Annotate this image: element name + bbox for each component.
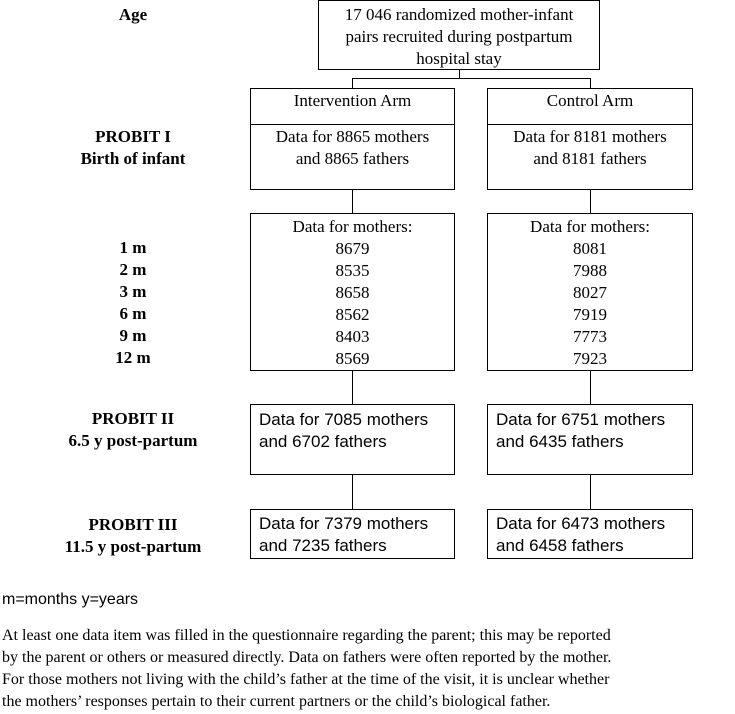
control-month-value: 8027 (573, 283, 607, 302)
control-month-value: 7988 (573, 261, 607, 280)
intervention-birth-fathers: and 8865 fathers (295, 149, 410, 168)
control-months-header: Data for mothers: (530, 217, 650, 236)
recruitment-line: pairs recruited during postpartum (345, 27, 573, 46)
month-label: 9 m (119, 326, 147, 345)
connector-line (590, 190, 591, 213)
intervention-probit3-mothers: Data for 7379 mothers (259, 514, 429, 533)
control-probit2-box (487, 404, 693, 475)
month-label: 1 m (119, 238, 147, 257)
control-month-value: 7919 (573, 305, 607, 324)
control-probit3-fathers: and 6458 fathers (496, 536, 624, 555)
control-birth-data (488, 126, 692, 170)
month-label: 12 m (115, 348, 151, 367)
intervention-birth-box (250, 88, 455, 190)
recruitment-box (318, 0, 600, 70)
intervention-probit2-mothers: Data for 7085 mothers (259, 410, 429, 429)
intervention-month-value: 8679 (335, 239, 370, 258)
control-birth-box (487, 88, 693, 190)
control-probit2-mothers: Data for 6751 mothers (496, 410, 666, 429)
month-label: 6 m (119, 304, 147, 323)
connector-line (590, 78, 591, 88)
probit1-label (48, 126, 218, 170)
connector-line (352, 371, 353, 404)
connector-line (590, 475, 591, 509)
control-birth-fathers: and 8181 fathers (533, 149, 647, 168)
connector-line (352, 475, 353, 509)
intervention-month-value: 8535 (335, 261, 370, 280)
probit1-title: PROBIT I (95, 127, 171, 146)
intervention-month-value: 8562 (335, 305, 370, 324)
footnote-line: At least one data item was filled in the questionnaire regarding the parent; this may be reported (2, 627, 611, 644)
connector-line (459, 70, 460, 78)
age-header: Age (118, 5, 148, 24)
intervention-probit2-fathers: and 6702 fathers (259, 432, 387, 451)
intervention-months-box (250, 213, 455, 371)
intervention-birth-data (251, 126, 454, 170)
control-birth-mothers: Data for 8181 mothers (513, 127, 667, 146)
recruitment-line: 17 046 randomized mother-infant (344, 5, 574, 24)
connector-line (352, 190, 353, 213)
intervention-months-header: Data for mothers: (292, 217, 413, 236)
control-probit3-box (487, 509, 693, 559)
probit1-subtitle: Birth of infant (80, 149, 186, 168)
probit3-title: PROBIT III (88, 515, 178, 534)
intervention-probit3-box (250, 509, 455, 559)
months-label-list (68, 237, 198, 369)
abbreviation-note: m=months y=years (2, 591, 139, 608)
footnote-paragraph (2, 625, 611, 713)
intervention-month-value: 8569 (335, 349, 370, 368)
intervention-birth-mothers: Data for 8865 mothers (275, 127, 430, 146)
control-probit2-fathers: and 6435 fathers (496, 432, 624, 451)
probit2-title: PROBIT II (91, 409, 175, 428)
control-month-value: 7773 (573, 327, 607, 346)
month-label: 2 m (119, 260, 147, 279)
probit2-label (48, 408, 218, 452)
intervention-arm-header: Intervention Arm (251, 89, 454, 125)
footnote-line: the mothers’ responses pertain to their current partners or the child’s biological father. (2, 693, 551, 710)
control-month-value: 8081 (573, 239, 607, 258)
intervention-probit3-fathers: and 7235 fathers (259, 536, 387, 555)
probit3-subtitle: 11.5 y post-partum (64, 537, 202, 556)
connector-line (352, 78, 353, 88)
connector-line (590, 371, 591, 404)
intervention-month-value: 8403 (335, 327, 370, 346)
recruitment-line: hospital stay (416, 49, 502, 68)
intervention-month-value: 8658 (335, 283, 370, 302)
footnote-line: For those mothers not living with the child’s father at the time of the visit, it is unclear whether (2, 671, 610, 688)
connector-line (352, 78, 590, 79)
control-probit3-mothers: Data for 6473 mothers (496, 514, 666, 533)
footnote-line: by the parent or others or measured directly. Data on fathers were often reported by the mother. (2, 649, 612, 666)
control-arm-header: Control Arm (488, 89, 692, 125)
control-month-value: 7923 (573, 349, 607, 368)
control-months-box (487, 213, 693, 371)
probit2-subtitle: 6.5 y post-partum (68, 431, 198, 450)
month-label: 3 m (119, 282, 147, 301)
intervention-probit2-box (250, 404, 455, 475)
probit3-label (48, 514, 218, 558)
